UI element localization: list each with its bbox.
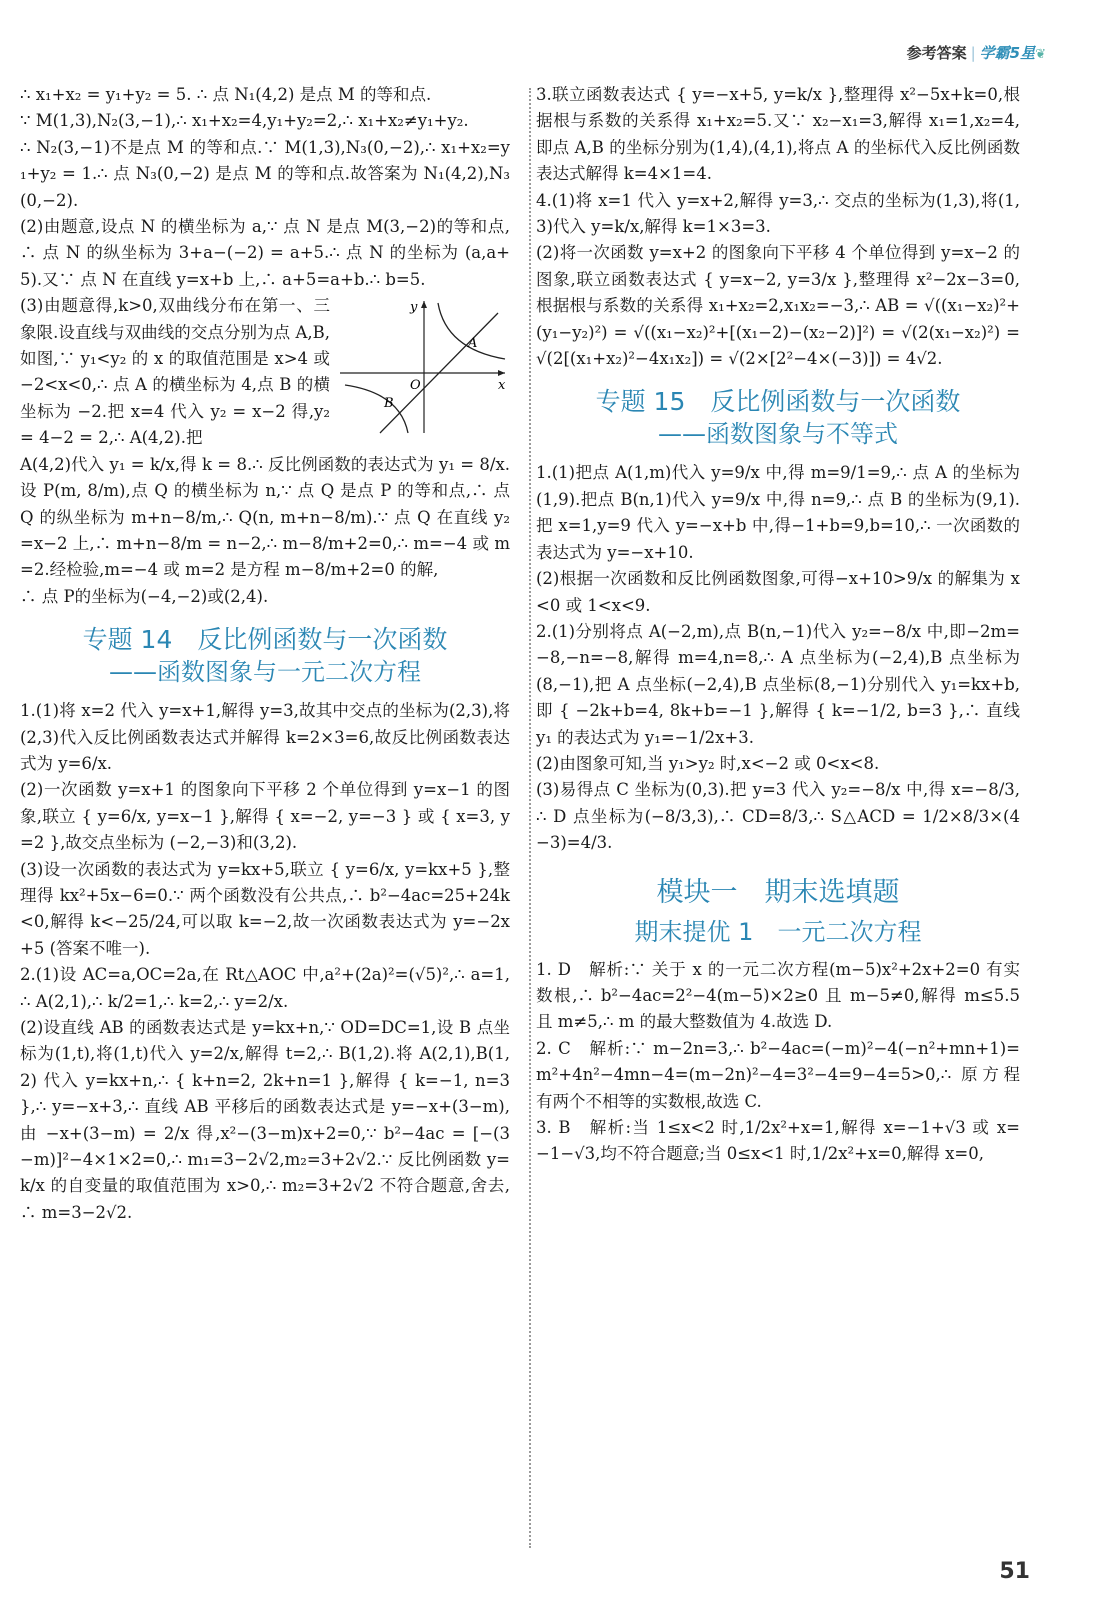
part3-figure-row — [20, 293, 510, 451]
text-line: 1.(1)将 x=2 代入 y=x+1,解得 y=3,故其中交点的坐标为(2,3),将(2,3)代入反比例函数表达式并解得 k=2×3=6,故反比例函数表达式为 y=6/x. — [20, 701, 510, 773]
module-subheading: 期末提优 1 一元二次方程 — [634, 917, 922, 946]
origin-label: O — [410, 378, 421, 394]
module-heading: 模块一 期末选填题 — [656, 876, 900, 908]
text-line: 1.(1)把点 A(1,m)代入 y=9/x 中,得 m=9/1=9,∴ 点 A 的坐标为(1,9).把点 B(n,1)代入 y=9/x 中,得 n=9,∴ 点 B 的坐标为(9,1).把 x=1,y=9 代入 y=−x+b 中,得−1+b=9,b=10,∴ 一次函数的表达式为 y=−x+10. — [536, 463, 1020, 562]
page-header — [907, 42, 1046, 63]
text-line: (2)根据一次函数和反比例函数图象,可得−x+10>9/x 的解集为 x<0 或 1<x<9. — [536, 569, 1020, 615]
column-divider — [529, 88, 531, 1548]
text-line: (2)一次函数 y=x+1 的图象向下平移 2 个单位得到 y=x−1 的图象,联立 { y=6/x, y=x−1 },解得 { x=−2, y=−3 } 或 { x=3, y=2 },故交点坐标为 (−2,−3)和(3,2). — [20, 780, 510, 853]
section-title: 专题 14 反比例函数与一次函数 — [82, 625, 448, 655]
text-line: 3. B 解析:当 1≤x<2 时,1/2x²+x=1,解得 x=−1+√3 或 x=−1−√3,均不符合题意;当 0≤x<1 时,1/2x²+x=0,解得 x=0, — [536, 1118, 1020, 1164]
text-line: 1. D 解析:∵ 关于 x 的一元二次方程(m−5)x²+2x+2=0 有实数根,∴ b²−4ac=2²−4(m−5)×2≥0 且 m−5≠0,解得 m≤5.5且 m≠5,∴ m 的最大整数值为 4.故选 D. — [536, 959, 1020, 1032]
point-b-label: B — [384, 396, 394, 412]
x-axis-arrow-icon — [498, 370, 505, 376]
text-line: (2)设直线 AB 的函数表达式是 y=kx+n,∵ OD=DC=1,设 B 点坐标为(1,t),将(1,t)代入 y=2/x,解得 t=2,∴ B(1,2).将 A(2,1),B(1,2) 代入 y=kx+n,∴ { k+n=2, 2k+n=1 },解得 { k=−1, n=3 },∴ y=−x+3,∴ 直线 AB 平移后的函数表达式是 y=−x+(3−m),由 −x+(3−m) = 2/x 得,x²−(3−m)x+2=0,∵ b²−4ac = [−(3−m)]²−4×1×2=0,∴ m₁=3−2√2,m₂=3+2√2.∵ 反比例函数 y=k/x 的自变量的取值范围为 x>0,∴ m₂=3+2√2 不符合题意,舍去,∴ m=3−2√2. — [20, 1018, 510, 1222]
text-line: 2.(1)设 AC=a,OC=2a,在 Rt△AOC 中,a²+(2a)²=(√5)²,∴ a=1,∴ A(2,1),∴ k/2=1,∴ k=2,∴ y=2/x. — [20, 965, 510, 1011]
text-line: ∵ M(1,3),N₂(3,−1),∴ x₁+x₂=4,y₁+y₂=2,∴ x₁+x₂≠y₁+y₂. — [20, 111, 469, 131]
section-15-heading — [536, 386, 1020, 450]
text-line: (3)易得点 C 坐标为(0,3).把 y=3 代入 y₂=−8/x 中,得 x=−8/3,∴ D 点坐标为(−8/3,3),∴ CD=8/3,∴ S△ACD = 1/2×8/3×(4−3)=4/3. — [536, 780, 1020, 853]
text-line: (3)设一次函数的表达式为 y=kx+5,联立 { y=6/x, y=kx+5 },整理得 kx²+5x−6=0.∵ 两个函数没有公共点,∴ b²−4ac=25+24k<0,解得 k<−25/24,可以取 k=−2,故一次函数表达式为 y=−2x+5 (答案不唯一). — [20, 859, 510, 958]
header-label: 参考答案 — [906, 44, 967, 62]
text-line: ∴ 点 P的坐标为(−4,−2)或(2,4). — [20, 586, 269, 606]
text-line: (2)将一次函数 y=x+2 的图象向下平移 4 个单位得到 y=x−2 的图象,联立函数表达式 { y=x−2, y=3/x },整理得 x²−2x−3=0,根据根与系数的关系得 x₁+x₂=2,x₁x₂=−3,∴ AB = √((x₁−x₂)²+(y₁−y₂)²) = √((x₁−x₂)²+[(x₁−2)−(x₂−2)]²) = √(2(x₁−x₂)²) = √(2[(x₁+x₂)²−4x₁x₂]) = √(2×[2²−4×(−3)]) = 4√2. — [536, 243, 1020, 369]
text-line: 3.联立函数表达式 { y=−x+5, y=k/x },整理得 x²−5x+k=0,根据根与系数的关系得 x₁+x₂=5.又∵ x₂−x₁=3,解得 x₁=1,x₂=4,即点 A,B 的坐标分别为(1,4),(4,1),将点 A 的坐标代入反比例函数表达式解得 k=4×1=4. — [536, 85, 1020, 184]
section-title: 专题 15 反比例函数与一次函数 — [595, 387, 961, 417]
x-axis-label: x — [498, 378, 506, 394]
hyperbola-branch-3 — [345, 385, 408, 433]
right-column — [536, 82, 1020, 1168]
section-14-heading — [20, 624, 510, 688]
text-line: ∴ x₁+x₂ = y₁+y₂ = 5. ∴ 点 N₁(4,2) 是点 M 的等和点. — [20, 85, 432, 104]
text-line: A(4,2)代入 y₁ = k/x,得 k = 8.∴ 反比例函数的表达式为 y₁ = 8/x.设 P(m, 8/m),点 Q 的横坐标为 n,∵ 点 Q 是点 P 的等和点,∴ 点 Q 的纵坐标为 m+n−8/m,∴ Q(n, m+n−8/m).∵ 点 Q 在直线 y₂=x−2 上,∴ m+n−8/m = n−2,∴ m−8/m+2=0,∴ m=−4 或 m=2.经检验,m=−4 或 m=2 是方程 m−8/m+2=0 的解, — [20, 454, 510, 580]
y-axis-arrow-icon — [421, 301, 427, 308]
text-line: 2.(1)分别将点 A(−2,m),点 B(n,−1)代入 y₂=−8/x 中,即−2m=−8,−n=−8,解得 m=4,n=8,∴ A 点坐标为(−2,4),B 点坐标为(8,−1),把 A 点坐标(−2,4),B 点坐标(8,−1)分别代入 y₁=kx+b,即 { −2k+b=4, 8k+b=−1 },解得 { k=−1/2, b=3 },∴ 直线 y₁ 的表达式为 y₁=−1/2x+3. — [536, 621, 1020, 747]
section-subtitle: ——函数图象与一元二次方程 — [109, 658, 421, 687]
left-column — [20, 82, 510, 1226]
text-line: (2)由题意,设点 N 的横坐标为 a,∵ 点 N 是点 M(3,−2)的等和点,∴ 点 N 的纵坐标为 3+a−(−2) = a+5.∴ 点 N 的坐标为 (a,a+5).又∵ 点 N 在直线 y=x+b 上,∴ a+5=a+b.∴ b=5. — [20, 217, 510, 289]
header-separator: | — [970, 44, 976, 62]
text-line: 4.(1)将 x=1 代入 y=x+2,解得 y=3,∴ 交点的坐标为(1,3),将(1,3)代入 y=k/x,解得 k=1×3=3. — [536, 190, 1020, 237]
text-line: 2. C 解析:∵ m−2n=3,∴ b²−4ac=(−m)²−4(−n²+mn+1)=m²+4n²−4mn−4=(m−2n)²−4=3²−4=9−4=5>0,∴ 原方程有两个不相等的实数根,故选 C. — [536, 1038, 1020, 1111]
point-a-label: A — [468, 336, 478, 352]
header-brand: 学霸5星 — [979, 44, 1036, 62]
text-line: (3)由题意得,k>0,双曲线分布在第一、三象限.设直线与双曲线的交点分别为点 A,B,如图,∵ y₁<y₂ 的 x 的取值范围是 x>4 或 −2<x<0,∴ 点 A 的横坐标为 4,点 B 的横坐标为 −2.把 x=4 代入 y₂ = x−2 得,y₂ = 4−2 = 2,∴ A(4,2).把 — [20, 296, 330, 448]
y-axis-label: y — [410, 300, 418, 316]
text-line: ∴ N₂(3,−1)不是点 M 的等和点.∵ M(1,3),N₃(0,−2),∴ x₁+x₂=y₁+y₂ = 1.∴ 点 N₃(0,−2) 是点 M 的等和点.故答案为 N₁(4,2),N₃(0,−2). — [20, 137, 510, 210]
page-number: 51 — [999, 1559, 1030, 1584]
text-line: (2)由图象可知,当 y₁>y₂ 时,x<−2 或 0<x<8. — [536, 753, 880, 773]
leaf-icon: ❦ — [1035, 47, 1046, 62]
hyperbola-graph — [340, 297, 510, 435]
section-subtitle: ——函数图象与不等式 — [658, 420, 898, 449]
